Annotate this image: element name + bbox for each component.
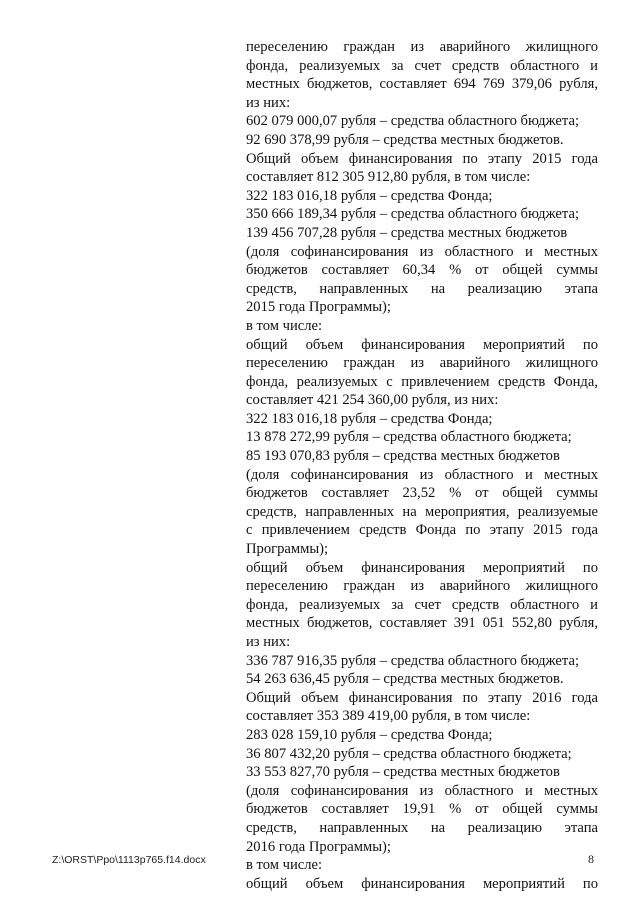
text-line: из них: — [246, 634, 291, 650]
text-line: 283 028 159,10 рубля – средства Фонда; — [246, 726, 493, 743]
text-line: (доля софинансирования из областного и местных — [246, 466, 598, 483]
text-line: с привлечением средств Фонда по этапу 2015 года — [246, 522, 598, 539]
text-line: в том числе: — [246, 317, 323, 334]
footer-file-path: Z:\ORST\Ppo\1113p765.f14.docx — [52, 854, 206, 866]
text-line: 85 193 070,83 рубля – средства местных бюджетов — [246, 448, 560, 465]
document-body-text — [246, 38, 598, 893]
text-line: 322 183 016,18 рубля – средства Фонда; — [246, 187, 493, 204]
text-line: бюджетов составляет 19,91 % от общей суммы — [246, 801, 598, 818]
text-line: средств, направленных на мероприятия, реализуемые — [246, 503, 598, 520]
text-line: 54 263 636,45 рубля – средства местных бюджетов. — [246, 671, 564, 688]
text-line: 2015 года Программы); — [246, 299, 391, 316]
text-line: из них: — [246, 94, 291, 111]
text-line: бюджетов составляет 60,34 % от общей суммы — [246, 262, 598, 279]
text-line: местных бюджетов, составляет 391 051 552,80 рубля, — [246, 615, 598, 632]
text-line: 13 878 272,99 рубля – средства областного бюджета; — [246, 429, 572, 446]
text-line: местных бюджетов, составляет 694 769 379,06 рубля, — [246, 76, 598, 93]
text-line: средств, направленных на реализацию этапа — [246, 280, 598, 297]
text-line: фонда, реализуемых за счет средств областного и — [246, 57, 598, 74]
text-line: средств, направленных на реализацию этапа — [246, 819, 598, 836]
text-line: 36 807 432,20 рубля – средства областного бюджета; — [246, 745, 572, 762]
text-line: Программы); — [246, 541, 329, 558]
text-line: составляет 353 389 419,00 рубля, в том числе: — [246, 708, 531, 725]
text-line: фонда, реализуемых с привлечением средств Фонда, — [246, 373, 598, 390]
text-line: 2016 года Программы); — [246, 838, 391, 855]
text-line: 33 553 827,70 рубля – средства местных бюджетов — [246, 764, 560, 781]
text-line: в том числе: — [246, 857, 323, 874]
text-line: 336 787 916,35 рубля – средства областного бюджета; — [246, 652, 579, 669]
text-line: общий объем финансирования мероприятий по — [246, 336, 598, 353]
text-line: 92 690 378,99 рубля – средства местных бюджетов. — [246, 131, 564, 148]
text-line: переселению граждан из аварийного жилищного — [246, 578, 598, 595]
text-line: фонда, реализуемых за счет средств областного и — [246, 596, 598, 613]
text-line: (доля софинансирования из областного и местных — [246, 243, 598, 260]
text-line: составляет 812 305 912,80 рубля, в том числе: — [246, 169, 531, 186]
footer-page-number: 8 — [588, 852, 594, 866]
text-line: 602 079 000,07 рубля – средства областного бюджета; — [246, 113, 579, 130]
text-line: 139 456 707,28 рубля – средства местных бюджетов — [246, 224, 568, 241]
text-line: 322 183 016,18 рубля – средства Фонда; — [246, 410, 493, 427]
text-line: 350 666 189,34 рубля – средства областного бюджета; — [246, 206, 579, 223]
text-line: (доля софинансирования из областного и местных — [246, 782, 598, 799]
text-line: бюджетов составляет 23,52 % от общей суммы — [246, 485, 598, 502]
text-line: общий объем финансирования мероприятий по — [246, 559, 598, 576]
text-line: Общий объем финансирования по этапу 2016 года — [246, 689, 598, 706]
text-line: Общий объем финансирования по этапу 2015 года — [246, 150, 598, 167]
text-line: переселению граждан из аварийного жилищного — [246, 39, 598, 55]
text-line: составляет 421 254 360,00 рубля, из них: — [246, 392, 499, 409]
text-line: переселению граждан из аварийного жилищного — [246, 355, 598, 372]
text-line: общий объем финансирования мероприятий по — [246, 875, 598, 892]
